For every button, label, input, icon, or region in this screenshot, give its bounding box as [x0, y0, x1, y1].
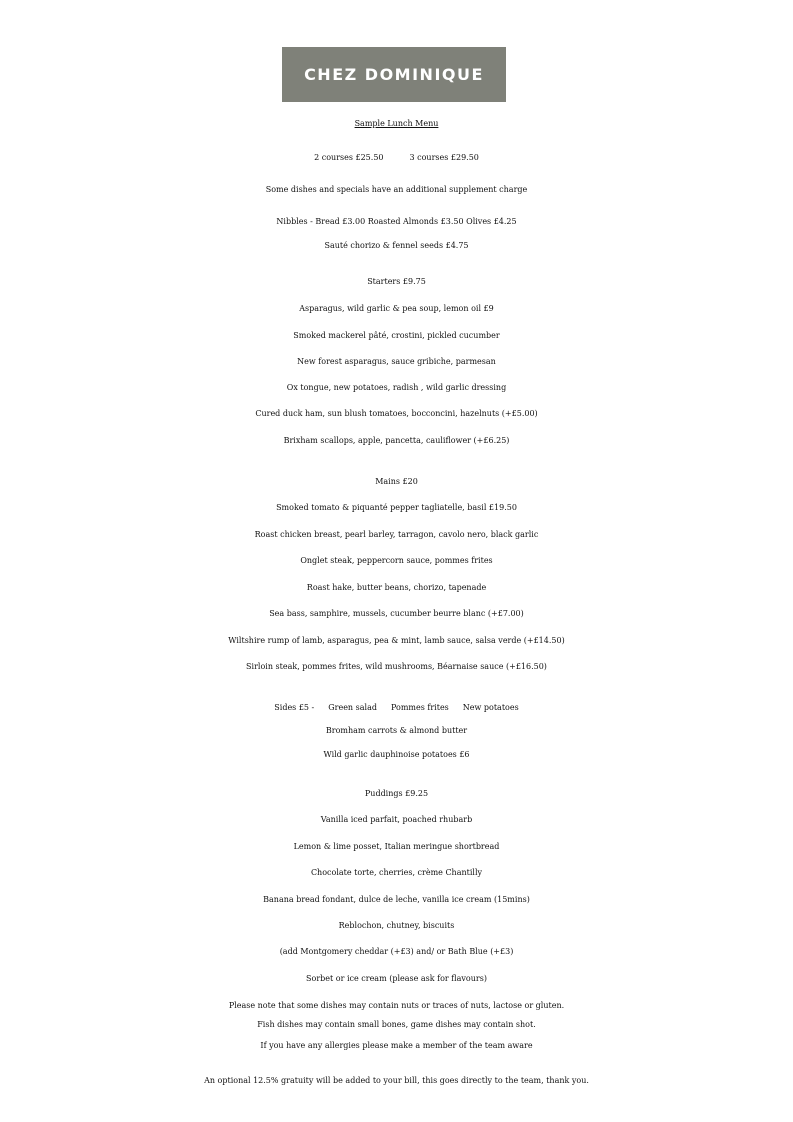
- main-item: Sirloin steak, pommes frites, wild mushrooms, Béarnaise sauce (+£16.50): [246, 662, 547, 671]
- pudding-item: Banana bread fondant, dulce de leche, vanilla ice cream (15mins): [263, 895, 530, 904]
- nibbles-line-2: Sauté chorizo & fennel seeds £4.75: [324, 241, 469, 250]
- main-item: Onglet steak, peppercorn sauce, pommes frites: [300, 556, 493, 565]
- restaurant-logo: CHEZ DOMINIQUE: [282, 47, 506, 102]
- allergy-note: If you have any allergies please make a member of the team aware: [260, 1041, 533, 1050]
- sides-label: Sides £5 -: [274, 703, 315, 712]
- allergy-note: Please note that some dishes may contain nuts or traces of nuts, lactose or gluten.: [228, 1001, 565, 1010]
- side-item: Pommes frites: [390, 703, 449, 712]
- main-item: Sea bass, samphire, mussels, cucumber beurre blanc (+£7.00): [269, 609, 524, 618]
- pudding-item: Vanilla iced parfait, poached rhubarb: [320, 815, 473, 824]
- sides-line-1: [0, 704, 793, 712]
- side-item: Green salad: [328, 703, 377, 712]
- course-prices: [0, 154, 793, 162]
- mains-heading: Mains £20: [375, 477, 418, 486]
- three-course-price: 3 courses £29.50: [409, 153, 479, 162]
- pudding-item: Lemon & lime posset, Italian meringue shortbread: [293, 842, 500, 851]
- nibbles-line-1: Nibbles - Bread £3.00 Roasted Almonds £3.50 Olives £4.25: [276, 217, 517, 226]
- starter-item: Ox tongue, new potatoes, radish , wild garlic dressing: [286, 383, 507, 392]
- gratuity-note: An optional 12.5% gratuity will be added to your bill, this goes directly to the team, thank you.: [204, 1076, 589, 1085]
- main-item: Roast chicken breast, pearl barley, tarragon, cavolo nero, black garlic: [254, 530, 539, 539]
- side-item: New potatoes: [462, 703, 519, 712]
- pudding-item: Chocolate torte, cherries, crème Chantilly: [310, 868, 483, 877]
- sides-line-3: Wild garlic dauphinoise potatoes £6: [323, 750, 470, 759]
- supplement-note: Some dishes and specials have an additional supplement charge: [265, 185, 528, 194]
- pudding-item: (add Montgomery cheddar (+£3) and/ or Bath Blue (+£3): [279, 947, 514, 956]
- starter-item: New forest asparagus, sauce gribiche, parmesan: [297, 357, 496, 366]
- pudding-item: Reblochon, chutney, biscuits: [338, 921, 455, 930]
- sides-line-2: Bromham carrots & almond butter: [325, 726, 468, 735]
- starter-item: Cured duck ham, sun blush tomatoes, bocconcini, hazelnuts (+£5.00): [255, 409, 538, 418]
- main-item: Smoked tomato & piquanté pepper tagliatelle, basil £19.50: [276, 503, 517, 512]
- two-course-price: 2 courses £25.50: [314, 153, 384, 162]
- menu-title: Sample Lunch Menu: [354, 119, 439, 128]
- starter-item: Asparagus, wild garlic & pea soup, lemon oil £9: [299, 304, 494, 313]
- pudding-item: Sorbet or ice cream (please ask for flavours): [306, 974, 487, 983]
- starter-item: Smoked mackerel pâté, crostini, pickled cucumber: [293, 331, 500, 340]
- puddings-heading: Puddings £9.25: [364, 789, 429, 798]
- main-item: Wiltshire rump of lamb, asparagus, pea & mint, lamb sauce, salsa verde (+£14.50): [228, 636, 565, 645]
- main-item: Roast hake, butter beans, chorizo, tapenade: [306, 583, 487, 592]
- allergy-note: Fish dishes may contain small bones, game dishes may contain shot.: [257, 1020, 536, 1029]
- starter-item: Brixham scallops, apple, pancetta, cauliflower (+£6.25): [283, 436, 510, 445]
- starters-heading: Starters £9.75: [367, 277, 426, 286]
